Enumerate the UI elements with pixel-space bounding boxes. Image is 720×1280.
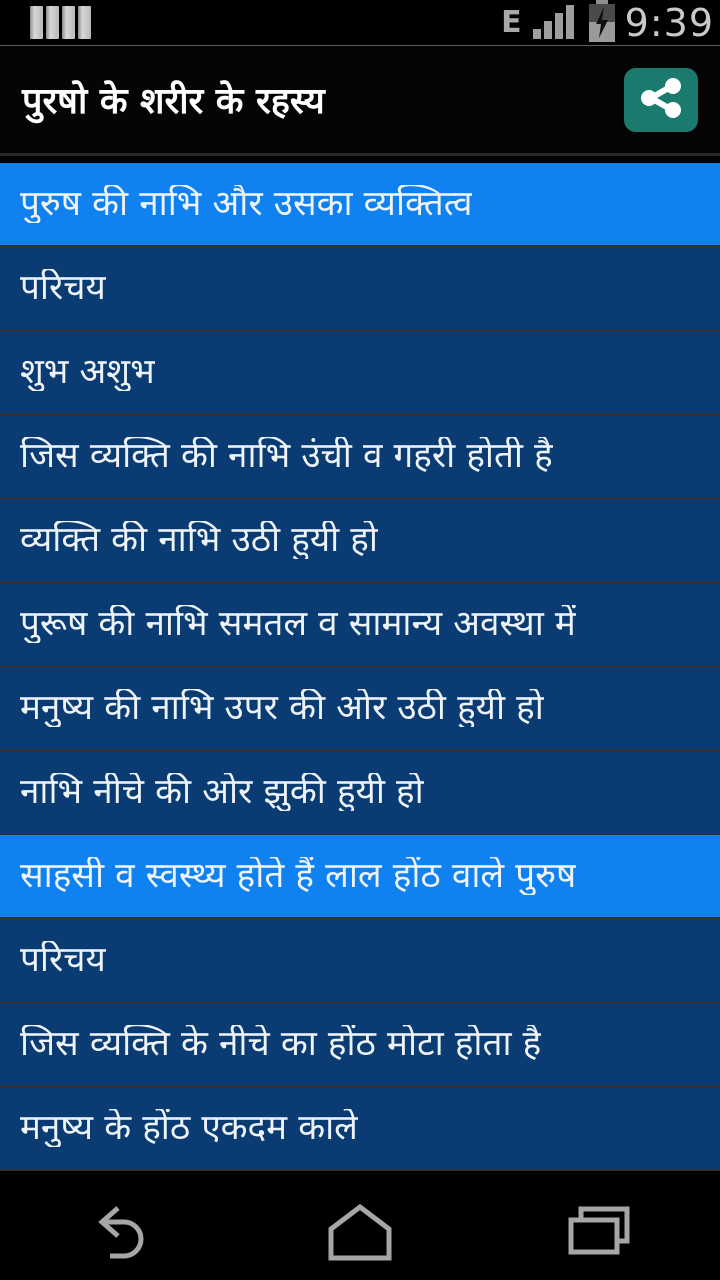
list-item[interactable] bbox=[0, 1003, 720, 1087]
list-item[interactable] bbox=[0, 415, 720, 499]
list-item[interactable] bbox=[0, 331, 720, 415]
list-item-label: पुरुष की नाभि और उसका व्यक्तित्व bbox=[20, 184, 473, 224]
list-item[interactable] bbox=[0, 919, 720, 1003]
list-item[interactable] bbox=[0, 163, 720, 247]
list-item-label: परिचय bbox=[20, 268, 106, 308]
recents-button[interactable] bbox=[480, 1186, 720, 1280]
list-item-label: मनुष्य के होंठ एकदम काले bbox=[20, 1108, 358, 1148]
battery-charging-icon bbox=[588, 0, 616, 46]
list-item-label: नाभि नीचे की ओर झुकी हुयी हो bbox=[20, 772, 424, 812]
list-item-label: व्यक्ति की नाभि उठी हुयी हो bbox=[20, 520, 378, 560]
clock-label: 9:39 bbox=[624, 0, 714, 45]
status-bar bbox=[0, 0, 720, 45]
signal-strength-icon bbox=[533, 3, 579, 43]
list-item-label: पुरूष की नाभि समतल व सामान्य अवस्था में bbox=[20, 604, 576, 644]
item-list bbox=[0, 163, 720, 1280]
back-icon bbox=[84, 1203, 156, 1264]
list-item[interactable] bbox=[0, 835, 720, 919]
header-divider bbox=[0, 153, 720, 156]
list-item-label: मनुष्य की नाभि उपर की ओर उठी हुयी हो bbox=[20, 688, 544, 728]
recents-icon bbox=[565, 1203, 635, 1264]
share-icon bbox=[639, 78, 683, 121]
list-item-label: परिचय bbox=[20, 940, 106, 980]
home-button[interactable] bbox=[240, 1186, 480, 1280]
navigation-bar bbox=[0, 1186, 720, 1280]
list-item[interactable] bbox=[0, 667, 720, 751]
share-button[interactable] bbox=[624, 68, 698, 132]
notification-bars-icon bbox=[30, 6, 91, 39]
app-header bbox=[0, 45, 720, 153]
list-item[interactable] bbox=[0, 1087, 720, 1171]
list-item-label: साहसी व स्वस्थ्य होते हैं लाल होंठ वाले पुरुष bbox=[20, 856, 577, 896]
list-item[interactable] bbox=[0, 247, 720, 331]
page-title: पुरषो के शरीर के रहस्य bbox=[22, 81, 325, 122]
list-item-label: जिस व्यक्ति की नाभि उंची व गहरी होती है bbox=[20, 436, 553, 476]
list-item[interactable] bbox=[0, 751, 720, 835]
list-item[interactable] bbox=[0, 499, 720, 583]
home-icon bbox=[325, 1203, 395, 1264]
list-item[interactable] bbox=[0, 583, 720, 667]
list-item-label: शुभ अशुभ bbox=[20, 352, 155, 392]
network-type-label: E bbox=[501, 4, 522, 40]
list-item-label: जिस व्यक्ति के नीचे का होंठ मोटा होता है bbox=[20, 1024, 542, 1064]
back-button[interactable] bbox=[0, 1186, 240, 1280]
